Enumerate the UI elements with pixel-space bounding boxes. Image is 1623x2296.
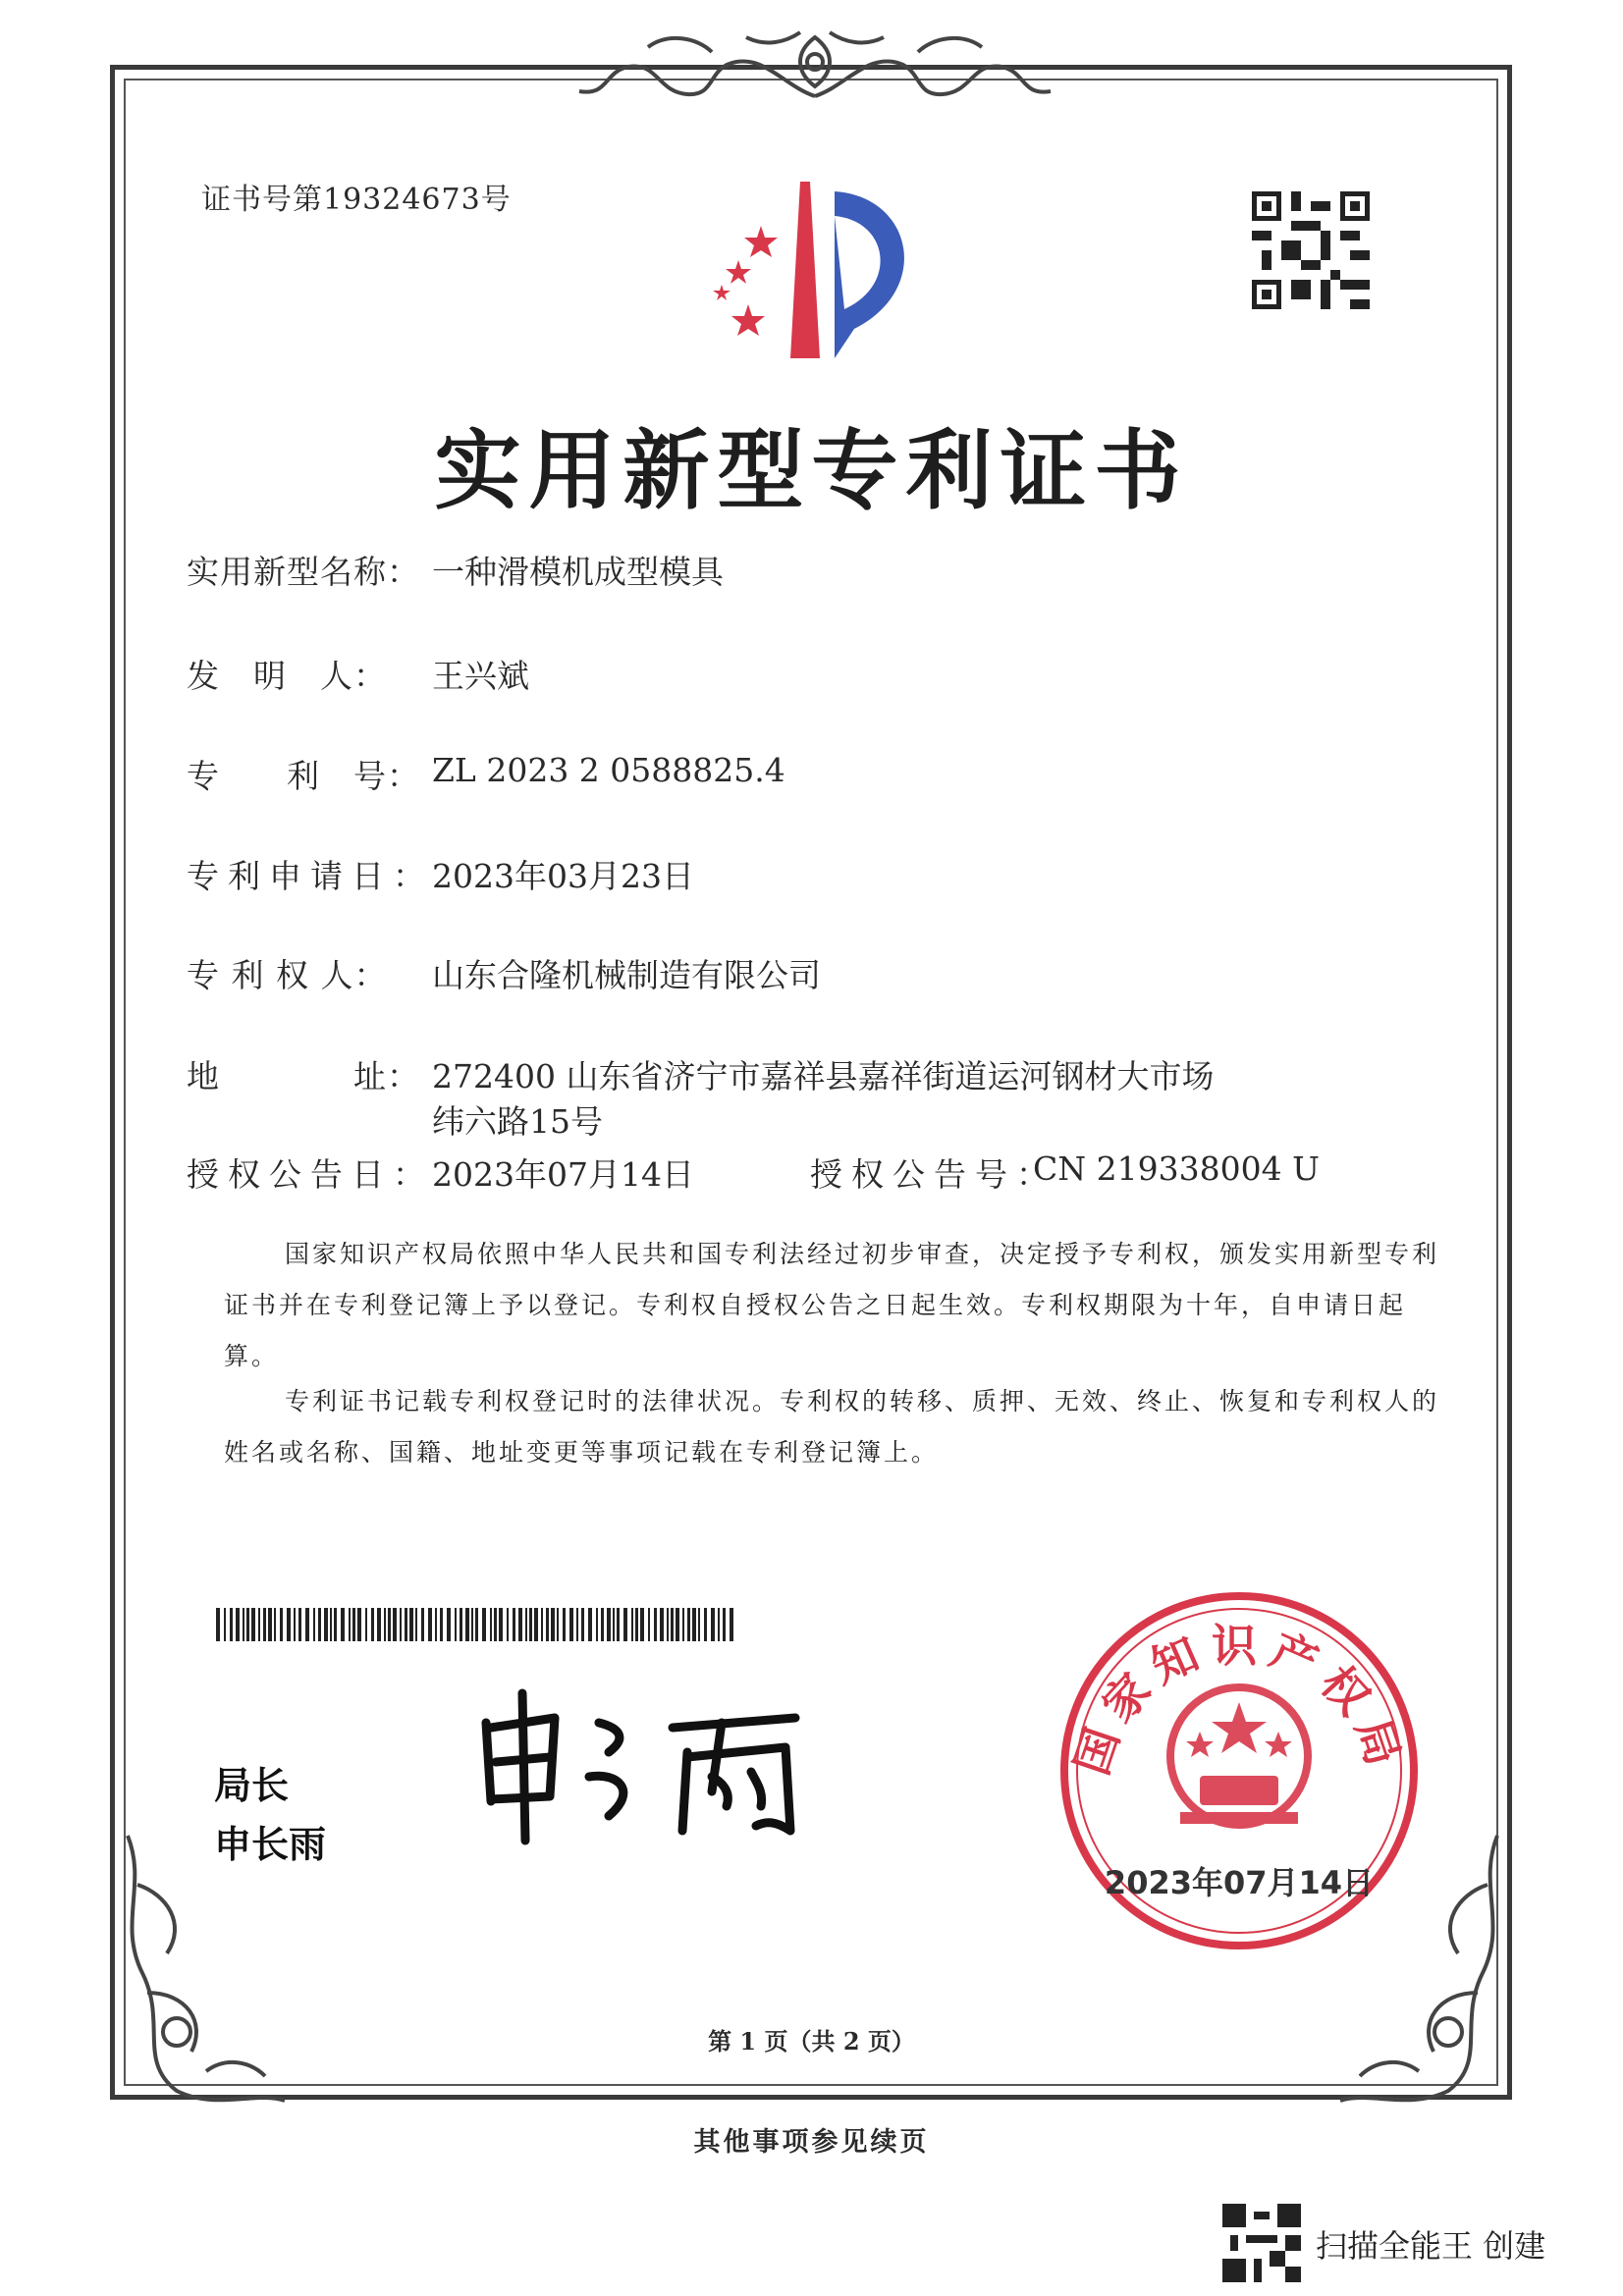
barcode-bar bbox=[557, 1608, 559, 1641]
barcode-bar bbox=[428, 1608, 432, 1641]
barcode-bar bbox=[534, 1608, 538, 1641]
barcode-bar bbox=[460, 1608, 462, 1641]
seal-ring-text: 国家知识产权局 bbox=[1064, 1619, 1414, 1782]
cnipa-logo bbox=[687, 172, 943, 368]
inventor-value: 王兴斌 bbox=[432, 657, 529, 695]
name-value: 一种滑模机成型模具 bbox=[432, 553, 724, 591]
barcode-bar bbox=[623, 1608, 627, 1641]
barcode-bar bbox=[251, 1608, 255, 1641]
barcode bbox=[216, 1608, 736, 1641]
barcode-bar bbox=[365, 1608, 367, 1641]
barcode-bar bbox=[287, 1608, 291, 1641]
barcode-bar bbox=[471, 1608, 473, 1641]
legal-paragraph-1: 国家知识产权局依照中华人民共和国专利法经过初步审查，决定授予专利权，颁发实用新型专利证书并在专利登记簿上予以登记。专利权自授权公告之日起生效。专利权期限为十年，自申请日起算。 bbox=[224, 1240, 1440, 1370]
barcode-bar bbox=[294, 1608, 296, 1641]
barcode-bar bbox=[490, 1608, 492, 1641]
barcode-bar bbox=[341, 1608, 345, 1641]
barcode-bar bbox=[455, 1608, 457, 1641]
barcode-bar bbox=[617, 1608, 620, 1641]
patent-number-label: 专 利 号： bbox=[187, 757, 420, 795]
barcode-bar bbox=[551, 1608, 555, 1641]
barcode-bar bbox=[687, 1608, 690, 1641]
barcode-bar bbox=[631, 1608, 633, 1641]
barcode-bar bbox=[324, 1608, 328, 1641]
barcode-bar bbox=[494, 1608, 497, 1641]
barcode-bar bbox=[318, 1608, 321, 1641]
director-title: 局长 bbox=[214, 1764, 290, 1807]
barcode-bar bbox=[313, 1608, 315, 1641]
barcode-bar bbox=[671, 1608, 674, 1641]
barcode-bar bbox=[525, 1608, 527, 1641]
barcode-bar bbox=[388, 1608, 391, 1641]
barcode-bar bbox=[421, 1608, 424, 1641]
barcode-bar bbox=[384, 1608, 386, 1641]
grant-number-value: CN 219338004 U bbox=[1033, 1149, 1320, 1188]
barcode-bar bbox=[635, 1608, 638, 1641]
barcode-bar bbox=[563, 1608, 566, 1641]
top-ornament bbox=[550, 18, 1080, 111]
barcode-bar bbox=[371, 1608, 374, 1641]
barcode-bar bbox=[581, 1608, 584, 1641]
barcode-bar bbox=[263, 1608, 266, 1641]
certificate-number: 证书号第19324673号 bbox=[201, 183, 512, 217]
barcode-bar bbox=[718, 1608, 720, 1641]
field-utility-model-name bbox=[0, 547, 1623, 596]
certificate-title: 实用新型专利证书 bbox=[434, 419, 1189, 521]
field-application-date bbox=[0, 851, 1623, 900]
field-patentee bbox=[0, 950, 1623, 999]
barcode-bar bbox=[730, 1608, 733, 1641]
barcode-bar bbox=[576, 1608, 578, 1641]
official-seal bbox=[1053, 1584, 1426, 1957]
barcode-bar bbox=[546, 1608, 549, 1641]
barcode-bar bbox=[513, 1608, 515, 1641]
barcode-bar bbox=[465, 1608, 469, 1641]
barcode-bar bbox=[405, 1608, 407, 1641]
barcode-bar bbox=[357, 1608, 361, 1641]
barcode-bar bbox=[236, 1608, 240, 1641]
application-date-label: 专利申请日： bbox=[187, 857, 434, 895]
barcode-bar bbox=[529, 1608, 532, 1641]
barcode-bar bbox=[377, 1608, 381, 1641]
field-inventor bbox=[0, 651, 1623, 700]
barcode-bar bbox=[676, 1608, 679, 1641]
barcode-bar bbox=[648, 1608, 650, 1641]
barcode-bar bbox=[692, 1608, 696, 1641]
barcode-bar bbox=[588, 1608, 592, 1641]
barcode-bar bbox=[268, 1608, 272, 1641]
barcode-bar bbox=[475, 1608, 478, 1641]
barcode-bar bbox=[518, 1608, 522, 1641]
barcode-bar bbox=[349, 1608, 351, 1641]
barcode-bar bbox=[499, 1608, 503, 1641]
barcode-bar bbox=[723, 1608, 726, 1641]
barcode-bar bbox=[393, 1608, 397, 1641]
page-number: 第 1 页（共 2 页） bbox=[708, 2027, 915, 2056]
barcode-bar bbox=[400, 1608, 402, 1641]
barcode-bar bbox=[613, 1608, 615, 1641]
barcode-bar bbox=[447, 1608, 451, 1641]
barcode-bar bbox=[654, 1608, 657, 1641]
barcode-bar bbox=[415, 1608, 417, 1641]
barcode-bar bbox=[541, 1608, 543, 1641]
address-line-1: 272400 山东省济宁市嘉祥县嘉祥街道运河钢材大市场 bbox=[432, 1057, 1215, 1095]
inventor-label: 发 明 人： bbox=[187, 657, 387, 695]
barcode-bar bbox=[640, 1608, 644, 1641]
handwritten-signature bbox=[461, 1683, 835, 1850]
name-label: 实用新型名称： bbox=[187, 553, 420, 591]
grant-date-label: 授权公告日： bbox=[187, 1155, 434, 1194]
barcode-bar bbox=[601, 1608, 604, 1641]
field-patent-number bbox=[0, 751, 1623, 800]
barcode-bar bbox=[230, 1608, 233, 1641]
barcode-bar bbox=[280, 1608, 283, 1641]
barcode-bar bbox=[435, 1608, 437, 1641]
patent-number-value: ZL 2023 2 0588825.4 bbox=[432, 751, 785, 789]
barcode-bar bbox=[596, 1608, 598, 1641]
barcode-bar bbox=[660, 1608, 664, 1641]
legal-paragraph-2: 专利证书记载专利权登记时的法律状况。专利权的转移、质押、无效、终止、恢复和专利权人的姓名或名称、国籍、地址变更等事项记载在专利登记簿上。 bbox=[224, 1387, 1440, 1467]
barcode-bar bbox=[607, 1608, 611, 1641]
barcode-bar bbox=[482, 1608, 486, 1641]
patentee-label: 专 利 权 人： bbox=[187, 956, 388, 994]
barcode-bar bbox=[334, 1608, 337, 1641]
application-date-value: 2023年03月23日 bbox=[432, 857, 694, 895]
barcode-bar bbox=[243, 1608, 244, 1641]
barcode-bar bbox=[682, 1608, 684, 1641]
barcode-bar bbox=[274, 1608, 276, 1641]
director-name: 申长雨 bbox=[214, 1823, 327, 1866]
barcode-bar bbox=[698, 1608, 700, 1641]
barcode-bar bbox=[216, 1608, 220, 1641]
scanner-watermark: 扫描全能王 创建 bbox=[1316, 2227, 1546, 2265]
barcode-bar bbox=[258, 1608, 260, 1641]
barcode-bar bbox=[667, 1608, 669, 1641]
address-label: 地 址： bbox=[187, 1057, 420, 1095]
field-grant-date bbox=[0, 1149, 1623, 1199]
barcode-bar bbox=[352, 1608, 355, 1641]
barcode-bar bbox=[569, 1608, 573, 1641]
address-line-2: 纬六路15号 bbox=[432, 1102, 603, 1141]
grant-number-label: 授权公告号： bbox=[810, 1155, 1057, 1194]
barcode-bar bbox=[330, 1608, 332, 1641]
seal-date: 2023年07月14日 bbox=[1104, 1864, 1375, 1901]
barcode-bar bbox=[298, 1608, 301, 1641]
barcode-bar bbox=[704, 1608, 707, 1641]
barcode-bar bbox=[246, 1608, 249, 1641]
barcode-bar bbox=[224, 1608, 226, 1641]
barcode-bar bbox=[711, 1608, 715, 1641]
patentee-value: 山东合隆机械制造有限公司 bbox=[432, 956, 821, 994]
field-address bbox=[0, 1051, 1623, 1149]
grant-date-value: 2023年07月14日 bbox=[432, 1155, 694, 1194]
bottom-left-ornament bbox=[98, 1826, 295, 2110]
barcode-bar bbox=[409, 1608, 413, 1641]
barcode-bar bbox=[305, 1608, 309, 1641]
qr-code bbox=[1252, 191, 1370, 309]
continued-note: 其他事项参见续页 bbox=[693, 2127, 930, 2158]
scanner-qr-icon bbox=[1222, 2204, 1301, 2282]
barcode-bar bbox=[507, 1608, 509, 1641]
barcode-bar bbox=[440, 1608, 443, 1641]
